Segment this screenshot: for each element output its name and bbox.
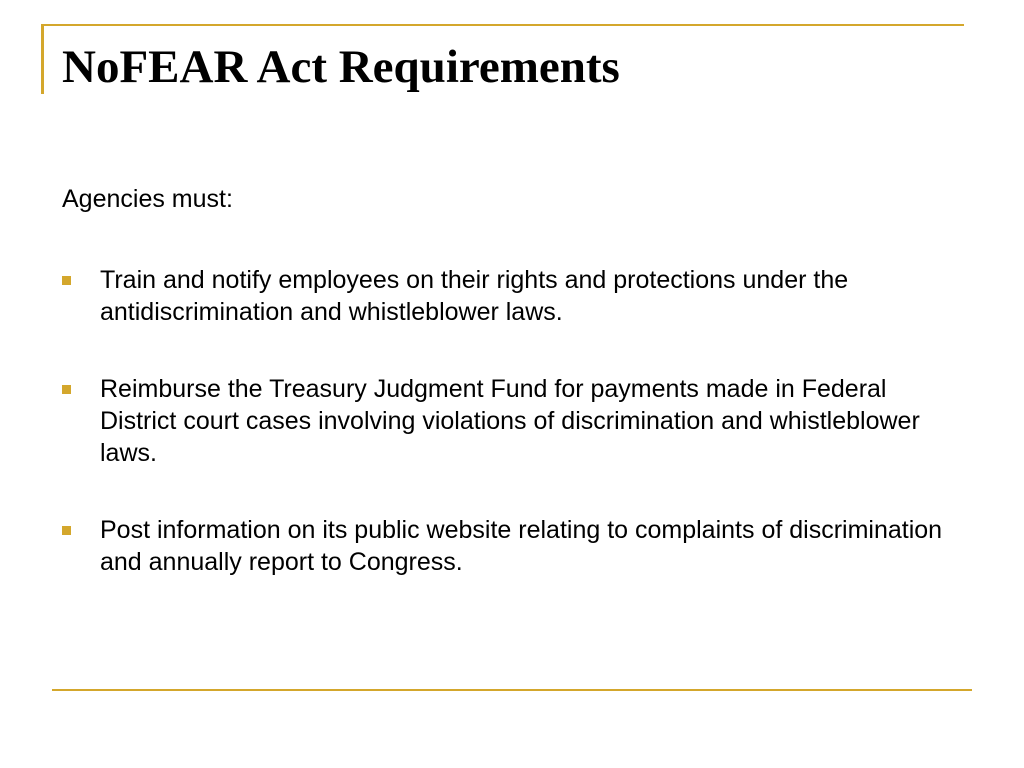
bullet-item (62, 514, 962, 578)
intro-text: Agencies must: (62, 185, 233, 213)
bullet-text: Train and notify employees on their rights and protections under the antidiscrimination and whistleblower laws. (100, 266, 849, 326)
square-bullet-icon (62, 385, 71, 394)
accent-line-vertical (41, 24, 44, 94)
accent-line-bottom (52, 689, 972, 691)
slide-title: NoFEAR Act Requirements (62, 41, 620, 93)
bullet-item (62, 264, 962, 328)
square-bullet-icon (62, 276, 71, 285)
bullet-list (62, 264, 962, 623)
square-bullet-icon (62, 526, 71, 535)
accent-line-top (41, 24, 964, 26)
bullet-text: Post information on its public website relating to complaints of discrimination and annually report to Congress. (100, 516, 943, 576)
bullet-item (62, 373, 962, 469)
bullet-text: Reimburse the Treasury Judgment Fund for payments made in Federal District court cases involving violations of discrimination and whistleblower laws. (100, 375, 920, 467)
